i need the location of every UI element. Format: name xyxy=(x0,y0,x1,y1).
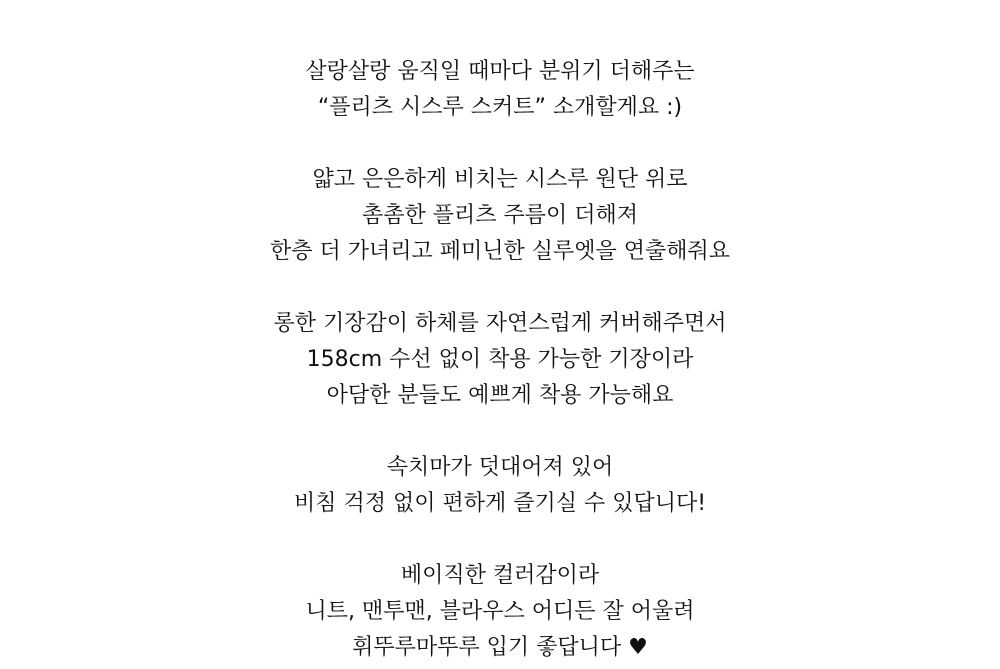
intro-paragraph xyxy=(0,54,1000,126)
text-line: 얇고 은은하게 비치는 시스루 원단 위로 xyxy=(312,167,688,192)
product-description xyxy=(0,54,1000,666)
text-line: 니트, 맨투맨, 블라우스 어디든 잘 어울려 xyxy=(305,599,695,624)
text-line: “플리츠 시스루 스커트” 소개할게요 :) xyxy=(317,95,683,120)
text-line: 롱한 기장감이 하체를 자연스럽게 커버해주면서 xyxy=(273,311,727,336)
lining-paragraph xyxy=(0,450,1000,522)
length-paragraph xyxy=(0,306,1000,414)
text-line: 속치마가 덧대어져 있어 xyxy=(386,455,614,480)
text-line: 비침 걱정 없이 편하게 즐기실 수 있답니다! xyxy=(293,491,707,516)
styling-paragraph xyxy=(0,558,1000,666)
text-line: 살랑살랑 움직일 때마다 분위기 더해주는 xyxy=(305,59,695,84)
text-line: 휘뚜루마뚜루 입기 좋답니다 ♥ xyxy=(352,635,648,660)
text-line: 베이직한 컬러감이라 xyxy=(400,563,600,588)
text-line: 촘촘한 플리츠 주름이 더해져 xyxy=(361,203,638,228)
text-line: 158cm 수선 없이 착용 가능한 기장이라 xyxy=(306,347,694,372)
text-line: 한층 더 가녀리고 페미닌한 실루엣을 연출해줘요 xyxy=(269,239,730,264)
fabric-paragraph xyxy=(0,162,1000,270)
text-line: 아담한 분들도 예쁘게 착용 가능해요 xyxy=(326,383,674,408)
